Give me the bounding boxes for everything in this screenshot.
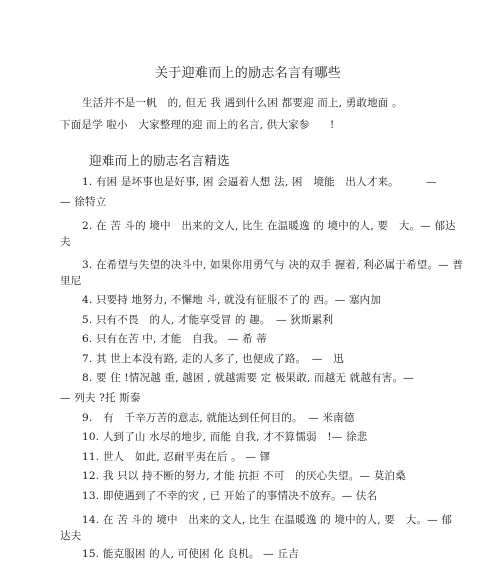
intro-line-2: 下面是学 啦小 大家整理的迎 而上的名言, 供大家参 [60, 119, 310, 131]
quote-7: 7. 其 世上本没有路, 走的人多了, 也便成了路。 — 迅 [82, 353, 344, 365]
quote-1-line-1-end: — [426, 176, 437, 188]
quote-12: 12. 我 只以 持不断的努力, 才能 抗拒 不可 的厌心失望。— 莫泊桑 [82, 470, 406, 482]
quote-11: 11. 世人 如此, 忍耐平夷在后 。 — 镠 [82, 451, 271, 463]
quote-8-line-2: — 列夫 ?托 斯泰 [60, 392, 141, 404]
quote-1-line-2: — 徐特立 [60, 196, 107, 208]
quote-14-line-1: 14. 在 苦 斗的 境中 出来的文人, 比生 在温暖逸 的 境中的人, 要 大。— 郁 [82, 514, 453, 526]
quote-4: 4. 只要持 地努力, 不懈地 斗, 就没有征服不了的 西。— 塞内加 [82, 294, 382, 306]
section-heading: 迎难而上的励志名言精选 [89, 153, 230, 168]
quote-8-line-1: 8. 要 住 !情况越 重, 越困 , 就越需要 定 极果敢, 而越无 就越有害。— [82, 372, 414, 384]
intro-line-2-end: ! [330, 119, 335, 131]
quote-15: 15. 能克服困 的人, 可使困 化 良机。 — 丘吉 [82, 548, 299, 560]
intro-line-1: 生活并不是一帆 的, 但无 我 遇到什么困 都要迎 而上, 勇敢地面 。 [82, 97, 403, 109]
quote-2-line-2: 夫 [60, 236, 71, 248]
quote-13: 13. 即使遇到了不幸的灾 , 已 开始了的事情决不放弃。— 伕名 [82, 490, 378, 502]
quote-5: 5. 只有不畏 的人, 才能享受冒 的 趣。 — 狄斯累利 [82, 314, 334, 326]
quote-2-line-1: 2. 在 苦 斗的 境中 出来的文人, 比生 在温暖逸 的 境中的人, 要 大。— 郁达 [82, 220, 456, 232]
document-title: 关于迎难而上的励志名言有哪些 [155, 66, 342, 81]
quote-1-line-1: 1. 有困 是坏事也是好事, 困 会逼着人想 法, 困 境能 出人才来。 [82, 176, 399, 188]
quote-3-line-1: 3. 在希望与失望的决斗中, 如果你用勇气与 决的双手 握着, 利必属于希望。— 普 [82, 259, 464, 271]
quote-6: 6. 只有在苦 中, 才能 自我。 — 希 蒂 [82, 333, 267, 345]
quote-10: 10. 人到了山 水尽的地步, 而能 自我, 才不算懦弱 !— 徐悲 [82, 431, 368, 443]
quote-9: 9. 有 千辛万苦的意志, 就能达到任何目的。 — 米南德 [82, 412, 355, 424]
quote-14-line-2: 达夫 [60, 530, 82, 542]
quote-3-line-2: 里尼 [60, 275, 82, 287]
